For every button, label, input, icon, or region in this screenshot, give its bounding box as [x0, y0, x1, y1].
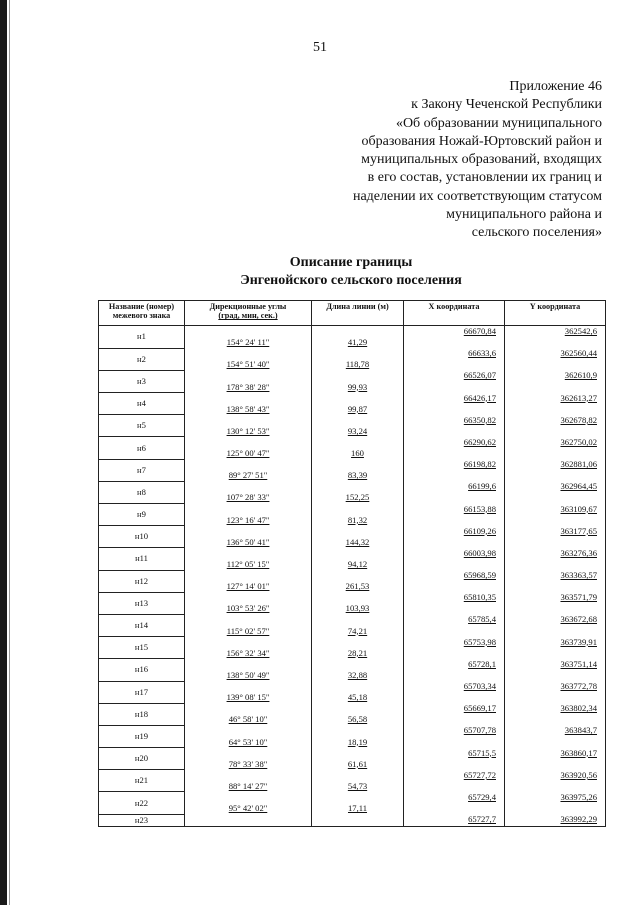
y-coordinate: 363920,56: [505, 770, 606, 781]
x-coordinate: 66153,88: [404, 504, 505, 515]
point-row: [99, 481, 606, 492]
x-empty: [404, 603, 505, 614]
length-empty: [312, 637, 404, 648]
x-coordinate: 66109,26: [404, 526, 505, 537]
document-title: [98, 254, 604, 290]
direction-angle: 154° 24' 11": [185, 337, 312, 348]
point-row: [99, 725, 606, 736]
x-coordinate: 66670,84: [404, 326, 505, 338]
point-name: н13: [99, 592, 185, 614]
x-empty: [404, 448, 505, 459]
x-empty: [404, 537, 505, 548]
length-empty: [312, 725, 404, 736]
direction-angle: 107° 28' 33": [185, 492, 312, 503]
point-name: н6: [99, 437, 185, 459]
line-length: 99,93: [312, 381, 404, 392]
point-row: [99, 526, 606, 537]
direction-angle: 136° 50' 41": [185, 537, 312, 548]
point-name: н7: [99, 459, 185, 481]
y-coordinate: 363571,79: [505, 592, 606, 603]
point-row: [99, 459, 606, 470]
y-empty: [505, 537, 606, 548]
length-empty: [312, 370, 404, 381]
direction-angle: 123° 16' 47": [185, 515, 312, 526]
point-row: [99, 348, 606, 359]
point-row: [99, 748, 606, 759]
line-length: 81,32: [312, 515, 404, 526]
point-name: н19: [99, 725, 185, 747]
x-coordinate: 65727,72: [404, 770, 505, 781]
header-name: [99, 301, 185, 326]
y-empty: [505, 404, 606, 415]
direction-angle: 139° 08' 15": [185, 692, 312, 703]
direction-angle: 115° 02' 57": [185, 626, 312, 637]
y-empty: [505, 781, 606, 792]
appendix-line: сельского поселения»: [471, 225, 602, 241]
direction-angle: 89° 27' 51": [185, 470, 312, 481]
length-empty: [312, 548, 404, 559]
angle-empty: [185, 814, 312, 826]
y-coordinate: 363276,36: [505, 548, 606, 559]
x-empty: [404, 559, 505, 570]
y-coordinate: 363843,7: [505, 725, 606, 736]
length-empty: [312, 814, 404, 826]
y-empty: [505, 692, 606, 703]
length-empty: [312, 459, 404, 470]
y-empty: [505, 670, 606, 681]
x-coordinate: 65669,17: [404, 703, 505, 714]
header-angle-line-2: (град, мин, сек.): [218, 311, 278, 321]
point-row: [99, 592, 606, 603]
direction-angle: 130° 12' 53": [185, 426, 312, 437]
appendix-line: Приложение 46: [509, 79, 602, 94]
length-empty: [312, 570, 404, 581]
line-length: 152,25: [312, 492, 404, 503]
x-empty: [404, 470, 505, 481]
length-empty: [312, 326, 404, 338]
length-empty: [312, 437, 404, 448]
y-empty: [505, 470, 606, 481]
point-row: [99, 548, 606, 559]
y-coordinate: 362560,44: [505, 348, 606, 359]
angle-empty: [185, 459, 312, 470]
direction-angle: 103° 53' 26": [185, 603, 312, 614]
point-row: [99, 681, 606, 692]
y-coordinate: 362881,06: [505, 459, 606, 470]
x-empty: [404, 515, 505, 526]
angle-empty: [185, 526, 312, 537]
title-line-1: Описание границы: [289, 255, 413, 270]
y-coordinate: 363751,14: [505, 659, 606, 670]
header-name-line-2: межевого знака: [112, 311, 171, 321]
header-name-line-1: Название (номер): [108, 302, 175, 311]
point-row: [99, 814, 606, 826]
line-length: 32,88: [312, 670, 404, 681]
length-empty: [312, 415, 404, 426]
angle-empty: [185, 725, 312, 736]
point-name: н21: [99, 770, 185, 792]
y-empty: [505, 759, 606, 770]
y-coordinate: 363772,78: [505, 681, 606, 692]
point-row: [99, 570, 606, 581]
x-empty: [404, 337, 505, 348]
length-empty: [312, 703, 404, 714]
x-coordinate: 66198,82: [404, 459, 505, 470]
angle-empty: [185, 703, 312, 714]
header-x: X координата: [404, 301, 505, 326]
length-empty: [312, 681, 404, 692]
angle-empty: [185, 570, 312, 581]
x-coordinate: 65785,4: [404, 614, 505, 625]
angle-empty: [185, 614, 312, 625]
angle-empty: [185, 770, 312, 781]
line-length: 103,93: [312, 603, 404, 614]
y-coordinate: 363802,34: [505, 703, 606, 714]
x-empty: [404, 736, 505, 747]
page-number: 51: [313, 40, 327, 55]
angle-empty: [185, 659, 312, 670]
angle-empty: [185, 370, 312, 381]
angle-empty: [185, 481, 312, 492]
y-coordinate: 362542,6: [505, 326, 606, 338]
point-name: н17: [99, 681, 185, 703]
direction-angle: 78° 33' 38": [185, 759, 312, 770]
direction-angle: 64° 53' 10": [185, 736, 312, 747]
line-length: 83,39: [312, 470, 404, 481]
direction-angle: 154° 51' 40": [185, 359, 312, 370]
point-name: н16: [99, 659, 185, 681]
x-empty: [404, 714, 505, 725]
y-coordinate: 363363,57: [505, 570, 606, 581]
angle-empty: [185, 415, 312, 426]
y-coordinate: 363109,67: [505, 504, 606, 515]
angle-empty: [185, 748, 312, 759]
page-edge-line: [9, 0, 10, 905]
y-empty: [505, 714, 606, 725]
point-name: н1: [99, 326, 185, 349]
length-empty: [312, 481, 404, 492]
y-coordinate: 363739,91: [505, 637, 606, 648]
point-row: [99, 792, 606, 803]
header-length: Длина линии (м): [312, 301, 404, 326]
point-row: [99, 504, 606, 515]
length-empty: [312, 393, 404, 404]
length-empty: [312, 748, 404, 759]
length-empty: [312, 614, 404, 625]
x-coordinate: 65707,78: [404, 725, 505, 736]
point-name: н2: [99, 348, 185, 370]
y-empty: [505, 581, 606, 592]
point-name: н5: [99, 415, 185, 437]
direction-angle: 125° 00' 47": [185, 448, 312, 459]
y-empty: [505, 337, 606, 348]
appendix-line: «Об образовании муниципального: [395, 115, 602, 131]
point-name: н12: [99, 570, 185, 592]
y-coordinate: 363672,68: [505, 614, 606, 625]
x-empty: [404, 492, 505, 503]
y-empty: [505, 603, 606, 614]
point-name: н18: [99, 703, 185, 725]
point-row: [99, 326, 606, 338]
x-empty: [404, 426, 505, 437]
direction-angle: 112° 05' 15": [185, 559, 312, 570]
point-name: н20: [99, 748, 185, 770]
point-row: [99, 614, 606, 625]
y-empty: [505, 648, 606, 659]
direction-angle: 138° 50' 49": [185, 670, 312, 681]
angle-empty: [185, 504, 312, 515]
angle-empty: [185, 548, 312, 559]
length-empty: [312, 592, 404, 603]
direction-angle: 127° 14' 01": [185, 581, 312, 592]
point-name: н3: [99, 370, 185, 392]
boundary-table: [98, 300, 606, 827]
line-length: 28,21: [312, 648, 404, 659]
direction-angle: 138° 58' 43": [185, 404, 312, 415]
header-y: Y координата: [505, 301, 606, 326]
point-name: н22: [99, 792, 185, 814]
y-empty: [505, 359, 606, 370]
x-empty: [404, 404, 505, 415]
point-name: н23: [99, 814, 185, 826]
x-empty: [404, 759, 505, 770]
direction-angle: 178° 38' 28": [185, 381, 312, 392]
x-coordinate: 66426,17: [404, 393, 505, 404]
x-empty: [404, 781, 505, 792]
x-empty: [404, 803, 505, 814]
x-empty: [404, 670, 505, 681]
title-line-2: Энгенойского сельского поселения: [240, 273, 462, 288]
y-coordinate: 363992,29: [505, 814, 606, 826]
point-name: н8: [99, 481, 185, 503]
x-coordinate: 66199,6: [404, 481, 505, 492]
point-row: [99, 437, 606, 448]
x-coordinate: 65729,4: [404, 792, 505, 803]
table-header-row: [99, 301, 606, 326]
point-row: [99, 637, 606, 648]
y-empty: [505, 381, 606, 392]
y-coordinate: 362610,9: [505, 370, 606, 381]
x-coordinate: 65715,5: [404, 748, 505, 759]
angle-empty: [185, 592, 312, 603]
point-name: н4: [99, 393, 185, 415]
point-name: н11: [99, 548, 185, 570]
y-coordinate: 363177,65: [505, 526, 606, 537]
point-name: н9: [99, 504, 185, 526]
x-coordinate: 66526,07: [404, 370, 505, 381]
x-coordinate: 65727,7: [404, 814, 505, 826]
y-coordinate: 363975,26: [505, 792, 606, 803]
x-coordinate: 66003,98: [404, 548, 505, 559]
line-length: 41,29: [312, 337, 404, 348]
appendix-line: к Закону Чеченской Республики: [411, 97, 602, 113]
angle-empty: [185, 393, 312, 404]
line-length: 54,73: [312, 781, 404, 792]
angle-empty: [185, 792, 312, 803]
point-name: н10: [99, 526, 185, 548]
y-empty: [505, 626, 606, 637]
line-length: 118,78: [312, 359, 404, 370]
x-coordinate: 66290,62: [404, 437, 505, 448]
angle-empty: [185, 681, 312, 692]
point-name: н15: [99, 637, 185, 659]
x-empty: [404, 648, 505, 659]
point-name: н14: [99, 614, 185, 636]
x-empty: [404, 581, 505, 592]
angle-empty: [185, 348, 312, 359]
line-length: 17,11: [312, 803, 404, 814]
point-row: [99, 393, 606, 404]
y-coordinate: 362750,02: [505, 437, 606, 448]
direction-angle: 95° 42' 02": [185, 803, 312, 814]
appendix-line: муниципального района и: [446, 207, 602, 223]
x-coordinate: 65968,59: [404, 570, 505, 581]
y-coordinate: 362964,45: [505, 481, 606, 492]
x-coordinate: 65728,1: [404, 659, 505, 670]
x-coordinate: 66633,6: [404, 348, 505, 359]
y-empty: [505, 803, 606, 814]
x-empty: [404, 692, 505, 703]
x-empty: [404, 626, 505, 637]
y-empty: [505, 426, 606, 437]
point-row: [99, 770, 606, 781]
length-empty: [312, 659, 404, 670]
point-row: [99, 703, 606, 714]
x-coordinate: 65753,98: [404, 637, 505, 648]
y-empty: [505, 492, 606, 503]
y-coordinate: 363860,17: [505, 748, 606, 759]
x-coordinate: 65703,34: [404, 681, 505, 692]
y-empty: [505, 736, 606, 747]
point-row: [99, 659, 606, 670]
appendix-line: образования Ножай-Юртовский район и: [361, 133, 602, 149]
length-empty: [312, 504, 404, 515]
line-length: 160: [312, 448, 404, 459]
line-length: 74,21: [312, 626, 404, 637]
line-length: 56,58: [312, 714, 404, 725]
y-coordinate: 362613,27: [505, 393, 606, 404]
direction-angle: 156° 32' 34": [185, 648, 312, 659]
line-length: 261,53: [312, 581, 404, 592]
appendix-line: в его состав, установлении их границ и: [367, 170, 602, 186]
y-empty: [505, 559, 606, 570]
y-coordinate: 362678,82: [505, 415, 606, 426]
x-coordinate: 65810,35: [404, 592, 505, 603]
angle-empty: [185, 326, 312, 338]
point-row: [99, 415, 606, 426]
angle-empty: [185, 437, 312, 448]
appendix-header: [282, 78, 602, 243]
line-length: 61,61: [312, 759, 404, 770]
appendix-line: муниципальных образований, входящих: [361, 152, 602, 168]
direction-angle: 88° 14' 27": [185, 781, 312, 792]
line-length: 18,19: [312, 736, 404, 747]
x-coordinate: 66350,82: [404, 415, 505, 426]
length-empty: [312, 770, 404, 781]
length-empty: [312, 348, 404, 359]
line-length: 45,18: [312, 692, 404, 703]
line-length: 94,12: [312, 559, 404, 570]
line-length: 99,87: [312, 404, 404, 415]
table-body: [99, 326, 606, 827]
x-empty: [404, 381, 505, 392]
x-empty: [404, 359, 505, 370]
y-empty: [505, 515, 606, 526]
length-empty: [312, 526, 404, 537]
direction-angle: 46° 58' 10": [185, 714, 312, 725]
angle-empty: [185, 637, 312, 648]
appendix-line: наделении их соответствующим статусом: [352, 188, 602, 204]
header-angle: [185, 301, 312, 326]
header-angle-line-1: Дирекционные углы: [209, 302, 287, 311]
page-edge-shadow: [0, 0, 7, 905]
length-empty: [312, 792, 404, 803]
y-empty: [505, 448, 606, 459]
point-row: [99, 370, 606, 381]
line-length: 93,24: [312, 426, 404, 437]
line-length: 144,32: [312, 537, 404, 548]
